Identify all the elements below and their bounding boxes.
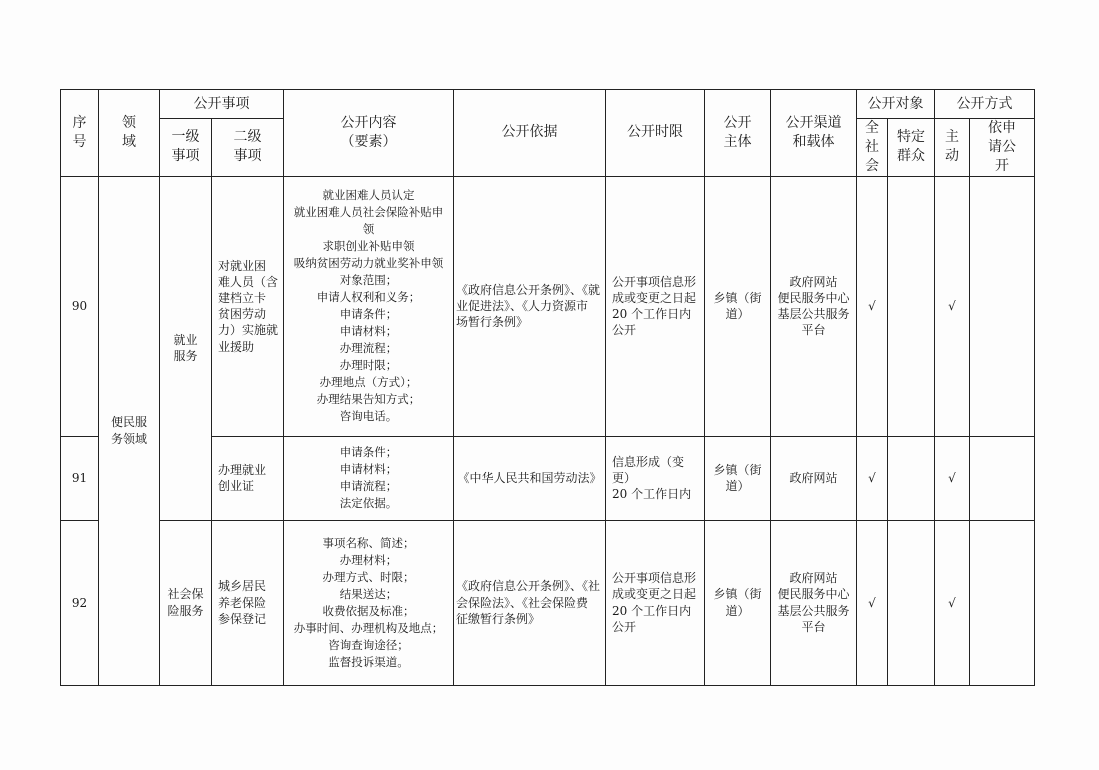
header-time-limit: 公开时限: [606, 90, 705, 177]
header-content: 公开内容 （要素）: [284, 90, 454, 177]
content-line: 办理方式、时限；: [322, 569, 415, 584]
row-time-limit: 公开事项信息形 成或变更之日起 20 个工作日内 公开: [606, 176, 705, 436]
content-line: 结果送达；: [339, 586, 398, 601]
row-time-limit: 信息形成（变更） 20 个工作日内: [606, 436, 705, 520]
row-l1-item: 就业 服务: [160, 176, 212, 520]
row-subject: 乡镇（街 道）: [705, 520, 771, 685]
row-audience-all-check: √: [857, 520, 888, 685]
content-line: 办理流程；: [339, 341, 398, 356]
content-line: 办事时间、办理机构及地点；: [293, 620, 444, 635]
field-cell: 便民服 务领域: [99, 176, 160, 685]
content-line: 办理材料；: [339, 552, 398, 567]
content-line: 咨询电话。: [339, 409, 398, 424]
header-item-l2: 二级 事项: [212, 119, 284, 177]
row-method-request-check: [970, 436, 1035, 520]
row-seq: 90: [61, 176, 99, 436]
content-line: 申请人权利和义务；: [316, 290, 421, 305]
row-basis: 《中华人民共和国劳动法》: [454, 436, 606, 520]
row-method-request-check: [970, 176, 1035, 436]
header-item-l1: 一级 事项: [160, 119, 212, 177]
row-audience-specific-check: [888, 436, 935, 520]
row-channel: 政府网站 便民服务中心 基层公共服务 平台: [771, 176, 857, 436]
row-basis: 《政府信息公开条例》、《就 业促进法》、《人力资源市 场暂行条例》: [454, 176, 606, 436]
row-method-request-check: [970, 520, 1035, 685]
content-line: 法定依据。: [339, 496, 398, 511]
row-audience-all-check: √: [857, 176, 888, 436]
row-time-limit: 公开事项信息形 成或变更之日起 20 个工作日内 公开: [606, 520, 705, 685]
row-l1-item: 社会保 险服务: [160, 520, 212, 685]
content-line: 申请条件；: [339, 307, 398, 322]
content-line: 申请材料；: [339, 462, 398, 477]
content-line: 领: [362, 222, 375, 237]
row-method-active-check: √: [935, 436, 970, 520]
content-line: 申请材料；: [339, 324, 398, 339]
header-items-group: 公开事项: [160, 90, 284, 119]
row-subject: 乡镇（街 道）: [705, 176, 771, 436]
header-subject: 公开 主体: [705, 90, 771, 177]
header-method-active: 主 动: [935, 119, 970, 177]
header-audience-all: 全 社 会: [857, 119, 888, 177]
content-line: 监督投诉渠道。: [328, 654, 409, 669]
content-line: 收费依据及标准；: [322, 603, 415, 618]
table-row: [61, 176, 1035, 436]
header-seq: 序 号: [61, 90, 99, 177]
row-content: [284, 520, 454, 685]
row-basis: 《政府信息公开条例》、《社 会保险法》、《社会保险费 征缴暂行条例》: [454, 520, 606, 685]
row-audience-all-check: √: [857, 436, 888, 520]
content-line: 吸纳贫困劳动力就业奖补申领: [293, 256, 444, 271]
content-line: 就业困难人员社会保险补贴申: [293, 205, 444, 220]
row-l2-item: 对就业困 难人员（含 建档立卡 贫困劳动 力）实施就 业援助: [212, 176, 284, 436]
table-row: [61, 520, 1035, 685]
row-content: [284, 176, 454, 436]
content-line: 办理时限；: [339, 358, 398, 373]
row-audience-specific-check: [888, 520, 935, 685]
row-content: [284, 436, 454, 520]
content-line: 求职创业补贴申领: [322, 239, 415, 254]
content-line: 就业困难人员认定: [322, 188, 415, 203]
disclosure-table: [60, 89, 1035, 686]
header-method-group: 公开方式: [935, 90, 1035, 119]
header-channel: 公开渠道 和载体: [771, 90, 857, 177]
row-audience-specific-check: [888, 176, 935, 436]
row-seq: 91: [61, 436, 99, 520]
row-channel: 政府网站 便民服务中心 基层公共服务 平台: [771, 520, 857, 685]
header-basis: 公开依据: [454, 90, 606, 177]
content-line: 事项名称、简述；: [322, 535, 415, 550]
row-method-active-check: √: [935, 176, 970, 436]
row-seq: 92: [61, 520, 99, 685]
content-line: 申请条件；: [339, 445, 398, 460]
row-l2-item: 办理就业 创业证: [212, 436, 284, 520]
header-method-request: 依申 请公 开: [970, 119, 1035, 177]
row-method-active-check: √: [935, 520, 970, 685]
content-line: 对象范围；: [339, 273, 398, 288]
content-line: 咨询查询途径；: [328, 637, 409, 652]
row-l2-item: 城乡居民 养老保险 参保登记: [212, 520, 284, 685]
row-channel: 政府网站: [771, 436, 857, 520]
content-line: 申请流程；: [339, 479, 398, 494]
header-audience-group: 公开对象: [857, 90, 935, 119]
content-line: 办理结果告知方式；: [316, 392, 421, 407]
row-subject: 乡镇（街 道）: [705, 436, 771, 520]
header-audience-specific: 特定 群众: [888, 119, 935, 177]
content-line: 办理地点（方式）；: [319, 375, 418, 390]
header-field: 领 域: [99, 90, 160, 177]
